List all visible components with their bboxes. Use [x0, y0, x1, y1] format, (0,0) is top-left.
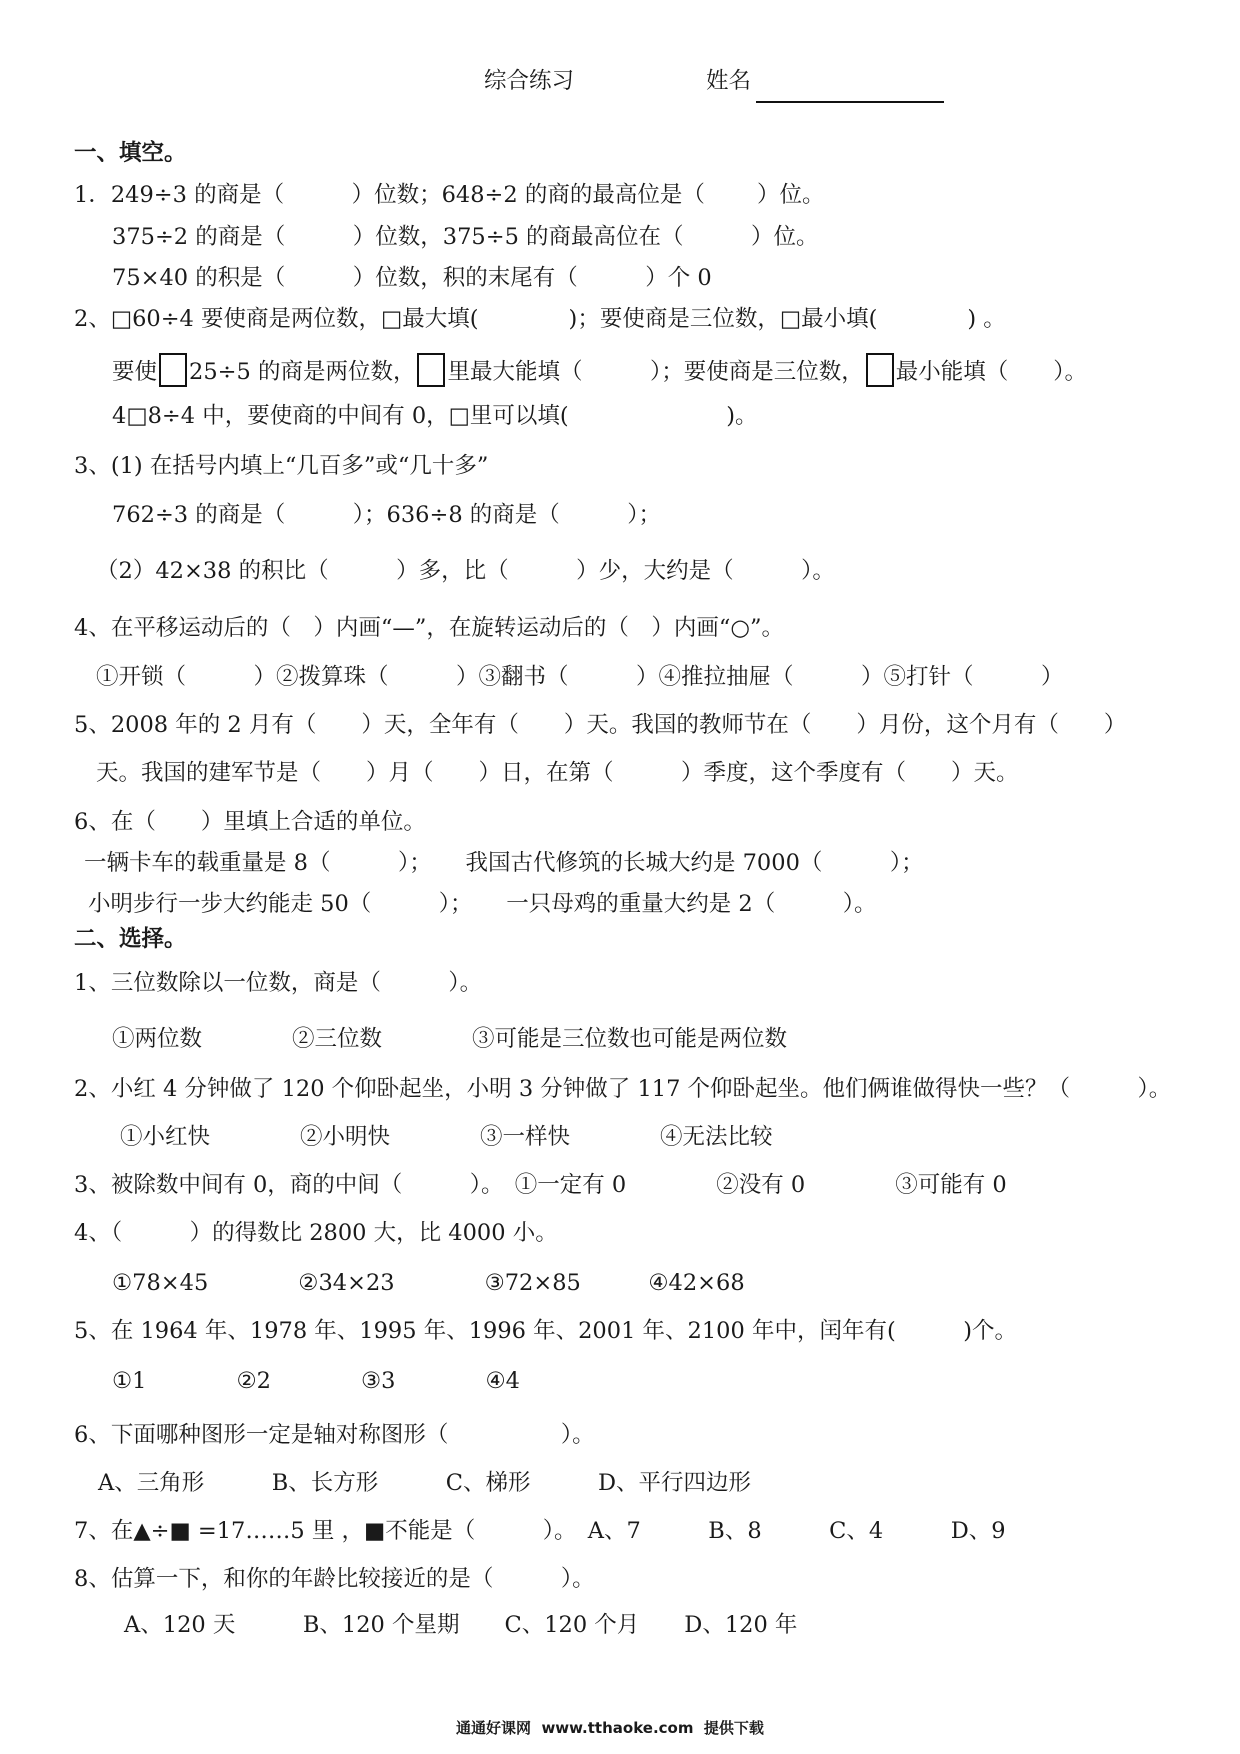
s1-q5-line2: 天。我国的建军节是（ ）月（ ）日，在第（ ）季度，这个季度有（ ）天。 — [96, 760, 1019, 786]
s1-q3-line1: 3、(1) 在括号内填上“几百多”或“几十多” — [74, 453, 489, 479]
s1-q4-line1: 4、在平移运动后的（ ）内画“—”，在旋转运动后的（ ）内画“○”。 — [74, 615, 784, 641]
s1-q3-line2: 762÷3 的商是（ ）；636÷8 的商是（ ）； — [112, 502, 662, 528]
s2-q5-options: ①1 ②2 ③3 ④4 — [112, 1368, 520, 1394]
blank-box — [417, 353, 445, 387]
s2-q5: 5、在 1964 年、1978 年、1995 年、1996 年、2001 年、2100 年中，闰年有( )个。 — [74, 1318, 1018, 1344]
s2-q4: 4、（ ）的得数比 2800 大，比 4000 小。 — [74, 1220, 558, 1246]
s1-q1-line2: 375÷2 的商是（ ）位数，375÷5 的商最高位在（ ）位。 — [112, 224, 819, 250]
s1-q2-line3: 4□8÷4 中，要使商的中间有 0，□里可以填( )。 — [112, 403, 758, 429]
s1-q1-line3: 75×40 的积是（ ）位数，积的末尾有（ ）个 0 — [112, 265, 712, 291]
s1-q1-line1: 1．249÷3 的商是（ ）位数；648÷2 的商的最高位是（ ）位。 — [74, 182, 825, 208]
s1-q3-line3: （2）42×38 的积比（ ）多，比（ ）少，大约是（ ）。 — [96, 558, 835, 584]
s2-q2: 2、小红 4 分钟做了 120 个仰卧起坐，小明 3 分钟做了 117 个仰卧起坐。他们俩谁做得快一些？（ ）。 — [74, 1076, 1172, 1102]
s1-q2b-part4: 最小能填（ ）。 — [895, 359, 1087, 385]
s2-q1: 1、三位数除以一位数，商是（ ）。 — [74, 970, 483, 996]
s1-q2b-part1: 要使 — [112, 359, 158, 385]
s1-q2b-part3: 里最大能填（ ）；要使商是三位数， — [447, 359, 864, 385]
section2-heading: 二、选择。 — [74, 926, 187, 952]
s2-q4-options: ①78×45 ②34×23 ③72×85 ④42×68 — [112, 1270, 745, 1296]
s1-q6-line1: 6、在（ ）里填上合适的单位。 — [74, 809, 426, 835]
blank-box — [159, 353, 187, 387]
section1-heading: 一、填空。 — [74, 140, 187, 166]
s2-q6: 6、下面哪种图形一定是轴对称图形（ ）。 — [74, 1422, 595, 1448]
s2-q1-options: ①两位数 ②三位数 ③可能是三位数也可能是两位数 — [112, 1026, 788, 1052]
name-blank-line — [756, 101, 944, 103]
s2-q6-options: A、三角形 B、长方形 C、梯形 D、平行四边形 — [98, 1470, 752, 1496]
page-title: 综合练习 — [484, 68, 575, 94]
s1-q2b-part2: 25÷5 的商是两位数， — [189, 359, 416, 385]
s1-q2-line2 — [112, 353, 1087, 387]
s1-q4-line2: ①开锁（ ）②拨算珠（ ）③翻书（ ）④推拉抽屉（ ）⑤打针（ ） — [96, 664, 1064, 690]
s1-q6-line3: 小明步行一步大约能走 50（ ）； 一只母鸡的重量大约是 2（ ）。 — [88, 891, 877, 917]
s2-q8: 8、估算一下，和你的年龄比较接近的是（ ）。 — [74, 1566, 595, 1592]
name-label: 姓名 — [706, 68, 752, 94]
s2-q7: 7、在▲÷■ =17……5 里 ，■不能是（ ）。 A、7 B、8 C、4 D、9 — [74, 1518, 1006, 1544]
footer-text: 通通好课网 www.tthaoke.com 提供下载 — [456, 1719, 764, 1737]
s2-q8-options: A、120 天 B、120 个星期 C、120 个月 D、120 年 — [124, 1612, 798, 1638]
s1-q6-line2: 一辆卡车的载重量是 8（ ）； 我国古代修筑的长城大约是 7000（ ）； — [84, 850, 924, 876]
s1-q2-line1: 2、□60÷4 要使商是两位数，□最大填( )；要使商是三位数，□最小填( ) 。 — [74, 306, 1006, 332]
s2-q3: 3、被除数中间有 0，商的中间（ ）。 ①一定有 0 ②没有 0 ③可能有 0 — [74, 1172, 1007, 1198]
s1-q5-line1: 5、2008 年的 2 月有（ ）天，全年有（ ）天。我国的教师节在（ ）月份，这个月有（ ） — [74, 712, 1127, 738]
s2-q2-options: ①小红快 ②小明快 ③一样快 ④无法比较 — [120, 1124, 773, 1150]
blank-box — [866, 353, 894, 387]
